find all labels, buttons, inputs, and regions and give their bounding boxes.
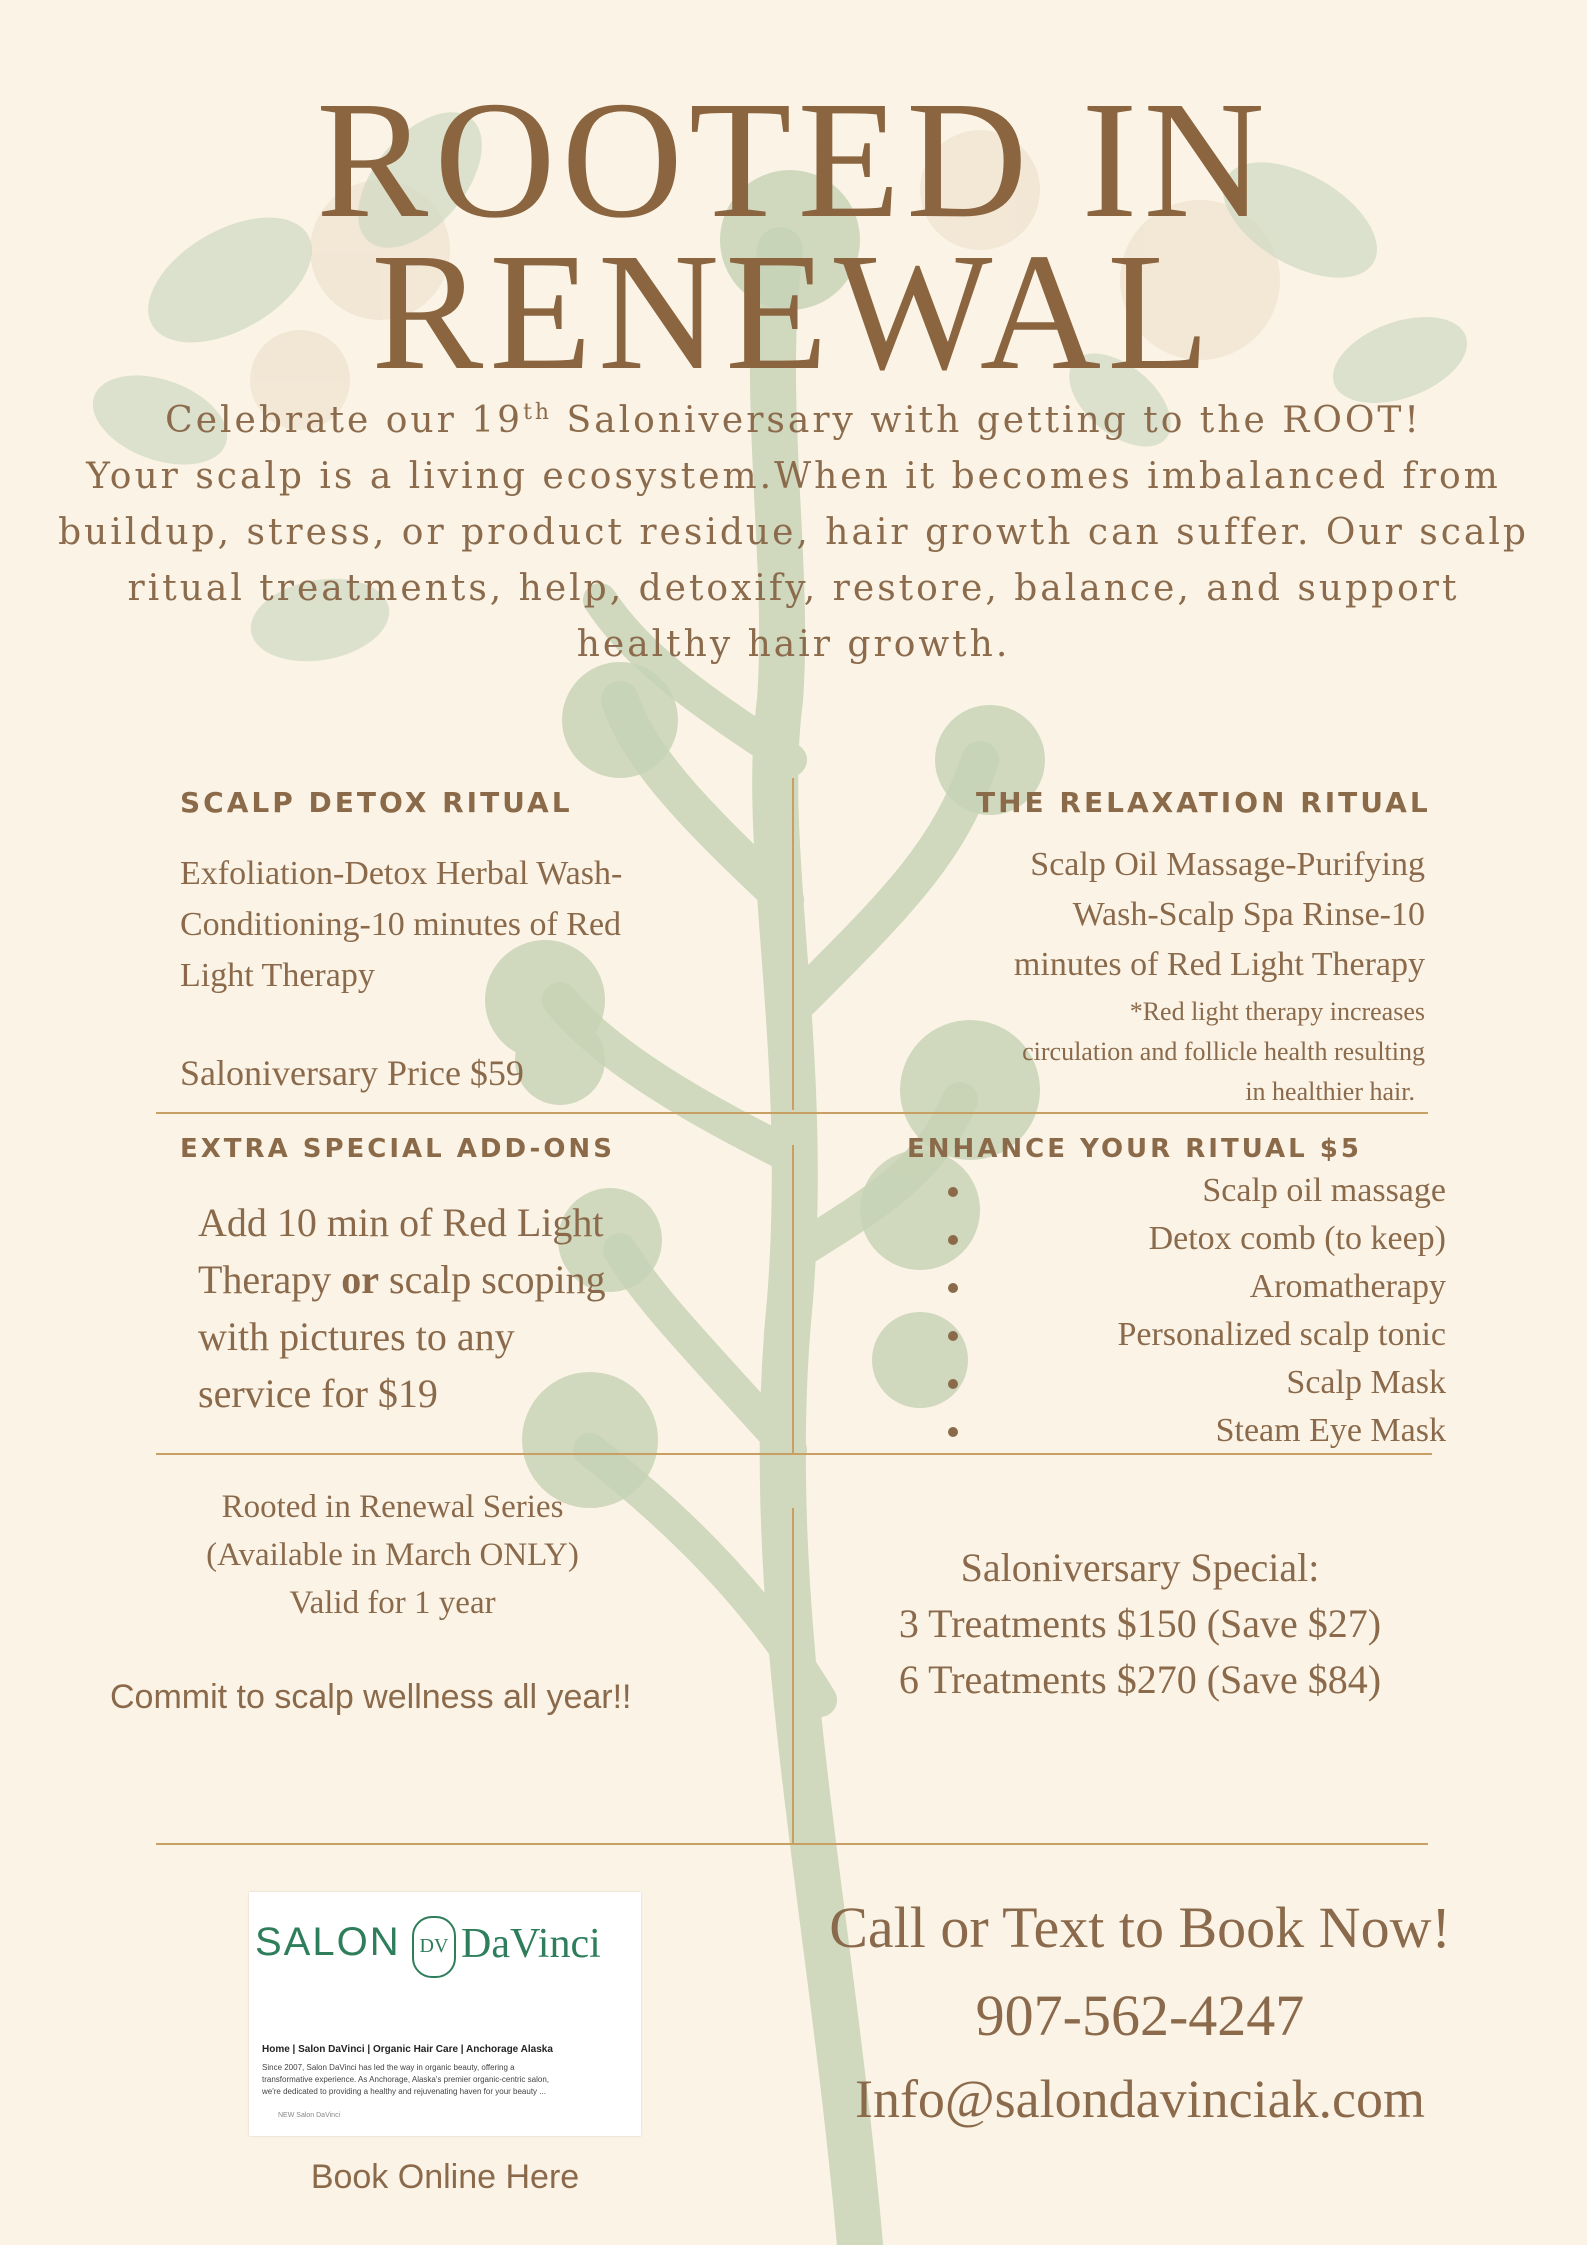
- addons-line-2: Therapy or scalp scoping: [198, 1257, 606, 1302]
- phone-number[interactable]: 907-562-4247: [975, 1983, 1305, 2048]
- snippet-text: Since 2007, Salon DaVinci has led the way in organic beauty, offering a transformative experience. As Anchorage, Alaska's premier organic-centric salon, we're dedicated to providing a healthy and rejuvenating haven for your beauty ...: [262, 2063, 549, 2096]
- saloniversary-special: [820, 1540, 1460, 1708]
- intro-line-5: healthy hair growth.: [576, 624, 1011, 665]
- title-line-1: ROOTED IN: [316, 67, 1271, 253]
- relaxation-line-1: Scalp Oil Massage-Purifying: [1030, 846, 1425, 883]
- snippet-source: NEW Salon DaVinci: [278, 2112, 341, 2119]
- call-to-book-heading: Call or Text to Book Now!: [829, 1895, 1451, 1960]
- logo-salon-text: SALON: [255, 1920, 401, 1964]
- red-light-note-line-1: *Red light therapy increases: [1129, 997, 1425, 1026]
- divider-vertical-2: [792, 1145, 794, 1453]
- series-info: [150, 1483, 635, 1627]
- scalp-detox-line-2: Conditioning-10 minutes of Red: [180, 906, 622, 943]
- special-line-1: Saloniversary Special:: [960, 1545, 1320, 1590]
- bullet-icon: [948, 1283, 958, 1293]
- bullet-icon: [948, 1379, 958, 1389]
- bullet-icon: [948, 1331, 958, 1341]
- intro-paragraph: [40, 385, 1547, 673]
- red-light-note: [880, 992, 1425, 1112]
- intro-line-2: Your scalp is a living ecosystem.When it becomes imbalanced from: [86, 456, 1501, 497]
- series-line-3: Valid for 1 year: [289, 1585, 496, 1621]
- addons-description: [198, 1194, 606, 1422]
- divider-horizontal-3: [156, 1843, 1428, 1845]
- enhance-item: Aromatherapy: [948, 1263, 1446, 1311]
- salon-logo-card[interactable]: [249, 1892, 641, 2136]
- logo-monogram-icon: DV: [412, 1916, 456, 1978]
- divider-vertical-1: [792, 778, 794, 1110]
- scalp-detox-line-3: Light Therapy: [180, 957, 375, 994]
- bullet-icon: [948, 1235, 958, 1245]
- relaxation-line-2: Wash-Scalp Spa Rinse-10: [1072, 896, 1425, 933]
- addons-line-1: Add 10 min of Red Light: [198, 1200, 604, 1245]
- title-line-2: RENEWAL: [371, 219, 1216, 405]
- enhance-list: [948, 1167, 1446, 1455]
- series-line-1: Rooted in Renewal Series: [221, 1489, 564, 1525]
- scalp-detox-price: Saloniversary Price $59: [180, 1053, 524, 1093]
- series-line-2: (Available in March ONLY): [206, 1537, 579, 1573]
- special-line-3: 6 Treatments $270 (Save $84): [898, 1657, 1382, 1702]
- divider-horizontal-1: [156, 1112, 1428, 1114]
- enhance-item: Detox comb (to keep): [948, 1215, 1446, 1263]
- intro-line-3: buildup, stress, or product residue, hair growth can suffer. Our scalp: [58, 512, 1529, 553]
- enhance-item: Scalp oil massage: [948, 1167, 1446, 1215]
- scalp-detox-description: [180, 848, 622, 1001]
- relaxation-heading: THE RELAXATION RITUAL: [976, 786, 1431, 819]
- snippet-title: Home | Salon DaVinci | Organic Hair Care | Anchorage Alaska: [262, 2044, 553, 2055]
- email-address[interactable]: Info@salondavinciak.com: [854, 2069, 1426, 2129]
- book-online-link[interactable]: Book Online Here: [310, 2158, 580, 2196]
- red-light-note-line-2: circulation and follicle health resulting: [1022, 1037, 1425, 1066]
- divider-vertical-3: [792, 1508, 794, 1843]
- relaxation-description: [880, 840, 1425, 990]
- intro-line-1: Celebrate our 19th Saloniversary with getting to the ROOT!: [165, 400, 1422, 441]
- intro-line-4: ritual treatments, help, detoxify, restore, balance, and support: [127, 568, 1460, 609]
- enhance-item: Scalp Mask: [948, 1359, 1446, 1407]
- scalp-detox-heading: SCALP DETOX RITUAL: [180, 786, 573, 819]
- scalp-detox-line-1: Exfoliation-Detox Herbal Wash-: [180, 855, 623, 892]
- commit-tagline: Commit to scalp wellness all year!!: [110, 1678, 632, 1716]
- addons-line-4: service for $19: [198, 1371, 438, 1416]
- addons-heading: EXTRA SPECIAL ADD-ONS: [180, 1134, 615, 1164]
- bullet-icon: [948, 1427, 958, 1437]
- addons-line-3: with pictures to any: [198, 1314, 515, 1359]
- enhance-item: Steam Eye Mask: [948, 1407, 1446, 1455]
- relaxation-line-3: minutes of Red Light Therapy: [1013, 946, 1425, 983]
- enhance-item: Personalized scalp tonic: [948, 1311, 1446, 1359]
- special-line-2: 3 Treatments $150 (Save $27): [898, 1601, 1382, 1646]
- logo-davinci-text: DaVinci: [461, 1921, 601, 1967]
- bullet-icon: [948, 1187, 958, 1197]
- red-light-note-line-3: in healthier hair.: [1245, 1077, 1415, 1106]
- enhance-heading: ENHANCE YOUR RITUAL $5: [907, 1134, 1362, 1164]
